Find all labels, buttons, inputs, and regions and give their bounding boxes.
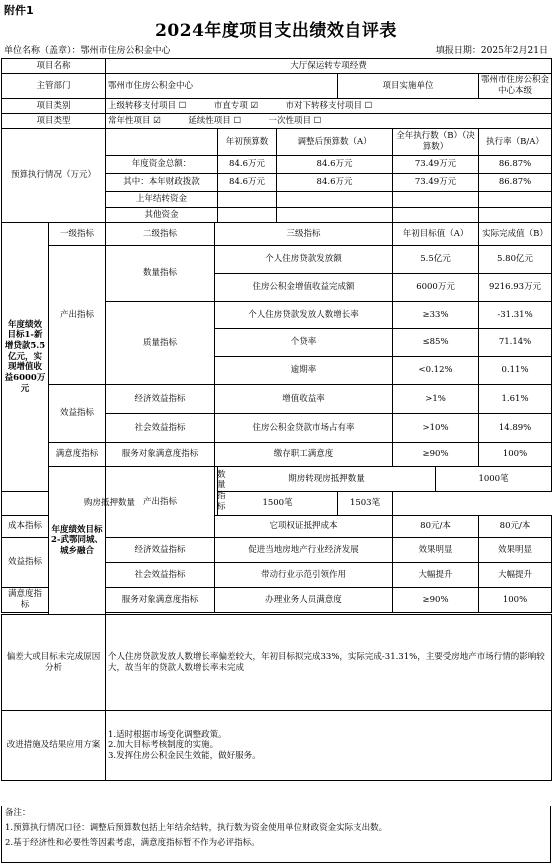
impl-label: 项目实施单位	[338, 74, 479, 99]
perf-header: 实际完成值（B）	[479, 223, 552, 246]
dept-value: 鄂州市住房公积金中心	[106, 74, 338, 99]
budget-cell: 73.49万元	[393, 174, 479, 192]
goal2-service: 服务对象满意度指标	[106, 588, 215, 613]
budget-header: 全年执行数（B）（决算数）	[393, 129, 479, 156]
budget-cell: 84.6万元	[218, 174, 277, 192]
indicator-actual: 80元/本	[479, 516, 552, 538]
indicator-actual: -31.31%	[479, 302, 552, 329]
indicator-name: 它项权证抵押成本	[215, 516, 393, 538]
budget-cell: 84.6万元	[277, 174, 393, 192]
improve-item: 3.发挥住房公积金民生效能，做好服务。	[108, 750, 261, 761]
note-item: 2.基于经济性和必要性等因素考虑，满意度指标暂不作为必评指标。	[5, 838, 260, 848]
indicator-actual: 14.89%	[479, 414, 552, 443]
unit-name: 单位名称（盖章）：鄂州市住房公积金中心	[4, 46, 171, 56]
goal2-satisfaction: 满意度指标	[2, 588, 49, 613]
note-item: 1.预算执行情况口径：调整后预算数包括上年结余结转，执行数为资金使用单位财政资金实际支出数。	[5, 823, 388, 833]
budget-header: 执行率（B/A）	[479, 129, 552, 156]
indicator-target: 80元/本	[393, 516, 479, 538]
project-name-label: 项目名称	[2, 59, 106, 74]
dept-label: 主管部门	[2, 74, 106, 99]
indicator-target: <0.12%	[393, 357, 479, 385]
indicator-target: 6000万元	[393, 274, 479, 302]
category-option-lower[interactable]: 市对下转移支付项目 ☐	[285, 100, 373, 111]
indicator-name: 带动行业示范引领作用	[215, 563, 393, 588]
indicator-name: 期房转现房抵押数量	[218, 467, 436, 492]
page-title: 2024年度项目支出绩效自评表	[155, 21, 397, 41]
indicator-actual: 大幅提升	[479, 563, 552, 588]
goal2-social: 社会效益指标	[106, 563, 215, 588]
goal2-econ: 经济效益指标	[106, 538, 215, 563]
goal2-quantity: 数量指标	[215, 467, 218, 516]
goal1-quality: 质量指标	[106, 302, 215, 385]
budget-cell: 84.6万元	[277, 156, 393, 174]
attachment-label: 附件1	[4, 4, 34, 17]
indicator-name: 购房抵押数量	[2, 492, 218, 516]
goal1-quantity: 数量指标	[106, 246, 215, 302]
indicator-actual: 5.80亿元	[479, 246, 552, 274]
indicator-name: 逾期率	[215, 357, 393, 385]
budget-cell	[479, 208, 552, 223]
type-options	[106, 114, 552, 129]
indicator-target: 1500笔	[218, 492, 338, 516]
indicator-name: 增值收益率	[215, 385, 393, 414]
indicator-target: 大幅提升	[393, 563, 479, 588]
goal2-cost: 成本指标	[2, 516, 49, 538]
budget-cell	[277, 192, 393, 208]
perf-header: 年初目标值（A）	[393, 223, 479, 246]
goal1-econ: 经济效益指标	[106, 385, 215, 414]
budget-row-label: 其他资金	[106, 208, 218, 223]
budget-row-label: 年度资金总额：	[106, 156, 218, 174]
category-option-upper[interactable]: 上级转移支付项目 ☐	[108, 100, 187, 111]
indicator-actual: 9216.93万元	[479, 274, 552, 302]
budget-cell	[277, 208, 393, 223]
budget-cell	[393, 192, 479, 208]
budget-cell: 86.87%	[479, 174, 552, 192]
category-option-city[interactable]: 市直专项 ☑	[213, 100, 259, 111]
self-evaluation-table	[1, 58, 552, 781]
type-option-onetime[interactable]: 一次性项目 ☐	[268, 115, 322, 126]
budget-row-label: 上年结转资金	[106, 192, 218, 208]
indicator-actual: 100%	[479, 443, 552, 467]
improve-item: 2.加大目标考核制度的实施。	[108, 740, 219, 751]
indicator-actual: 71.14%	[479, 329, 552, 357]
type-option-annual[interactable]: 常年性项目 ☑	[108, 115, 161, 126]
improve-item: 1.适时根据市场变化调整政策。	[108, 729, 227, 740]
indicator-name: 住房公积金贷款市场占有率	[215, 414, 393, 443]
category-options	[106, 99, 552, 114]
improve-list	[106, 711, 552, 781]
goal1-social: 社会效益指标	[106, 414, 215, 443]
indicator-target: ≥33%	[393, 302, 479, 329]
indicator-name: 住房公积金增值收益完成额	[215, 274, 393, 302]
indicator-actual: 1.61%	[479, 385, 552, 414]
indicator-name: 个人住房贷款发放人数增长率	[215, 302, 393, 329]
goal1-service: 服务对象满意度指标	[106, 443, 215, 467]
budget-header: 调整后预算数（A）	[277, 129, 393, 156]
perf-header: 二级指标	[106, 223, 215, 246]
goal1-output: 产出指标	[49, 246, 106, 385]
deviation-text: 个人住房贷款发放人数增长率偏差较大，年初目标拟完成33%，实际完成-31.31%，主要受房地产市场行情的影响较大，故当年的贷款人数增长率未完成	[106, 615, 552, 711]
indicator-target: ≤85%	[393, 329, 479, 357]
indicator-name: 缴存职工满意度	[215, 443, 393, 467]
budget-cell	[479, 192, 552, 208]
fill-date: 填报日期：2025年2月21日	[435, 46, 548, 56]
deviation-label: 偏差大或目标未完成原因分析	[2, 615, 106, 711]
goal2-label: 年度绩效目标2-武鄂同城、城乡融合	[49, 467, 106, 615]
perf-header: 三级指标	[215, 223, 393, 246]
indicator-actual: 0.11%	[479, 357, 552, 385]
indicator-name: 个人住房贷款发放额	[215, 246, 393, 274]
budget-row-label: 其中：本年财政拨款	[106, 174, 218, 192]
goal2-output: 产出指标	[106, 467, 215, 538]
indicator-target: ≥90%	[393, 443, 479, 467]
improve-label: 改进措施及结果应用方案	[2, 711, 106, 781]
indicator-target: ≥90%	[393, 588, 479, 613]
type-label: 项目类型	[2, 114, 106, 129]
indicator-target: 5.5亿元	[393, 246, 479, 274]
budget-cell: 86.87%	[479, 156, 552, 174]
goal2-benefit: 效益指标	[2, 538, 49, 588]
perf-header: 一级指标	[49, 223, 106, 246]
goal1-satisfaction: 满意度指标	[49, 443, 106, 467]
budget-cell	[218, 208, 277, 223]
budget-cell	[393, 208, 479, 223]
budget-label: 预算执行情况（万元）	[2, 129, 106, 223]
notes-title: 备注：	[5, 808, 31, 818]
budget-header: 年初预算数	[218, 129, 277, 156]
indicator-actual: 效果明显	[479, 538, 552, 563]
budget-cell: 84.6万元	[218, 156, 277, 174]
indicator-target: 效果明显	[393, 538, 479, 563]
project-name: 大厅保运转专项经费	[106, 59, 552, 74]
indicator-actual: 1503笔	[338, 492, 393, 516]
indicator-name: 个贷率	[215, 329, 393, 357]
budget-cell: 73.49万元	[393, 156, 479, 174]
notes-section	[1, 806, 551, 863]
indicator-name: 办理业务人员满意度	[215, 588, 393, 613]
goal1-label: 年度绩效目标1-新增贷款5.5亿元，实现增值收益6000万元	[2, 223, 49, 492]
goal1-benefit: 效益指标	[49, 385, 106, 443]
indicator-target: >10%	[393, 414, 479, 443]
category-label: 项目类别	[2, 99, 106, 114]
type-option-continuing[interactable]: 延续性项目 ☐	[188, 115, 242, 126]
indicator-name: 促进当地房地产行业经济发展	[215, 538, 393, 563]
impl-value: 鄂州市住房公积金中心本级	[479, 74, 552, 99]
budget-cell	[218, 192, 277, 208]
indicator-actual: 100%	[479, 588, 552, 613]
indicator-target: 1000笔	[436, 467, 552, 492]
indicator-target: >1%	[393, 385, 479, 414]
